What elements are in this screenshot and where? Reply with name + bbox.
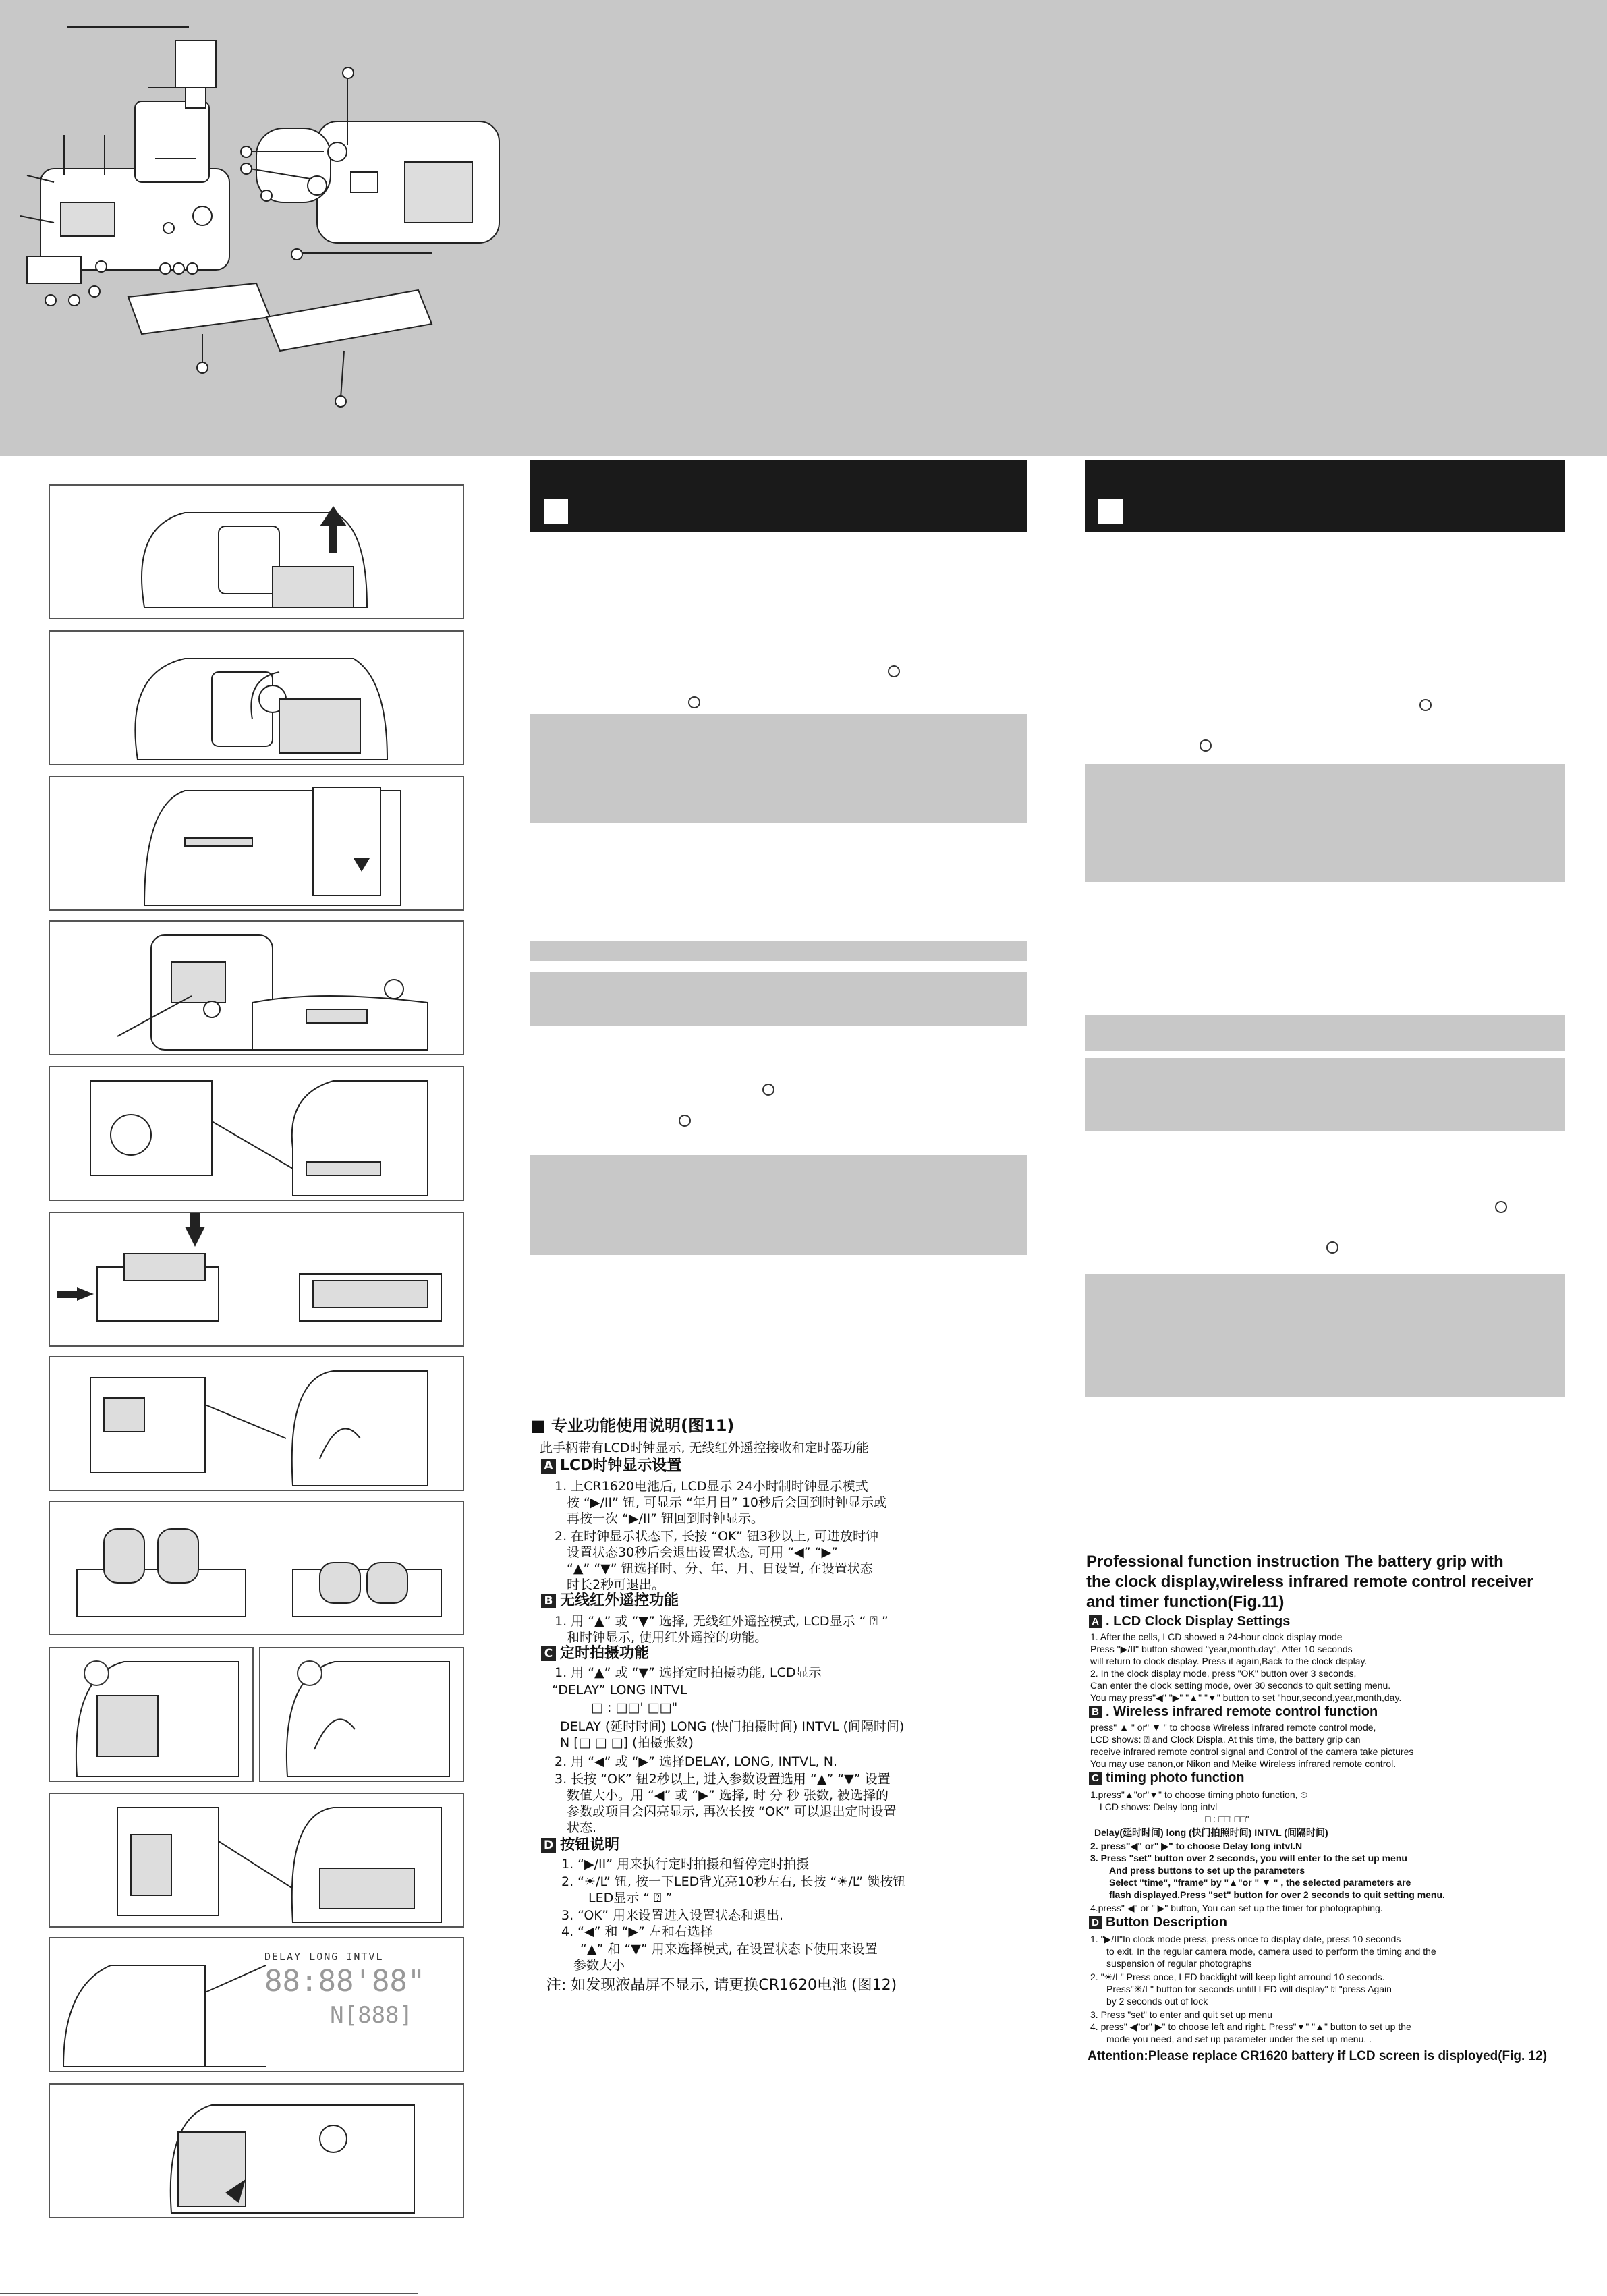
en-section-a-heading <box>1089 1615 1290 1628</box>
en-c-line: □ : □□' □□" <box>1205 1814 1249 1824</box>
zh-c-line: 状态. <box>567 1820 597 1835</box>
en-c-line: 1.press"▲"or"▼" to choose timing photo function, ⏲ <box>1090 1789 1308 1800</box>
figure-7 <box>49 1356 464 1491</box>
en-d-line: by 2 seconds out of lock <box>1106 1996 1208 2007</box>
zh-d-line: 2. “☀/L” 钮, 按一下LED背光亮10秒左右, 长按 “☀/L” 锁按钮 <box>561 1874 906 1889</box>
en-c-line: Delay(延时时间) long (快门拍照时间) INTVL (间隔时间) <box>1094 1827 1328 1838</box>
en-c-line: 4.press" ◀" or " ▶" button, You can set up the timer for photographing. <box>1090 1903 1383 1913</box>
en-ref-mark <box>1419 699 1432 711</box>
en-header-square <box>1098 499 1123 524</box>
figure-2 <box>49 630 464 765</box>
figure-9b <box>259 1647 464 1782</box>
zh-note-panel <box>530 1155 1027 1255</box>
en-attention: Attention:Please replace CR1620 battery if LCD screen is disployed(Fig. 12) <box>1088 2049 1548 2063</box>
zh-a-line: 按 “▶/II” 钮, 可显示 “年月日” 10秒后会回到时钟显示或 <box>567 1495 887 1510</box>
en-a-line: 1. After the cells, LCD showed a 24-hour clock display mode <box>1090 1631 1343 1642</box>
zh-a-line: 2. 在时钟显示状态下, 长按 “OK” 钮3秒以上, 可进放时钟 <box>555 1529 879 1544</box>
en-note-panel <box>1085 1274 1565 1397</box>
lcd-display <box>264 1951 426 2065</box>
zh-title: ■ 专业功能使用说明(图11) <box>530 1416 735 1435</box>
zh-heading-b-text: 无线红外遥控功能 <box>560 1592 679 1609</box>
en-title-line: and timer function(Fig.11) <box>1086 1593 1285 1611</box>
en-c-line: LCD shows: Delay long intvl <box>1100 1801 1218 1812</box>
en-section-header <box>1085 460 1565 532</box>
zh-section-a-heading <box>541 1457 681 1475</box>
en-ref-mark <box>1326 1241 1338 1254</box>
figure-8 <box>49 1501 464 1635</box>
zh-note-panel <box>530 714 1027 823</box>
en-c-line: And press buttons to set up the parameters <box>1109 1865 1305 1876</box>
en-a-line: 2. In the clock display mode, press "OK" button over 3 seconds, <box>1090 1668 1357 1679</box>
en-note-panel <box>1085 1058 1565 1131</box>
zh-ref-mark <box>762 1084 774 1096</box>
zh-d-line: 4. “◀” 和 “▶” 左和右选择 <box>561 1924 713 1939</box>
en-a-line: Press "▶/II" button showed "year,month.day", After 10 seconds <box>1090 1644 1353 1654</box>
en-a-line: You may press"◀" "▶" "▲" "▼" button to set "hour,second,year,month,day. <box>1090 1692 1402 1703</box>
en-d-line: Press"☀/L" button for seconds untill LED will display" ⍰ "press Again <box>1106 1984 1392 1994</box>
en-heading-d-text: Button Description <box>1106 1914 1227 1930</box>
zh-c-line: “DELAY” LONG INTVL <box>552 1683 687 1698</box>
zh-ref-mark <box>679 1115 691 1127</box>
zh-a-line: 1. 上CR1620电池后, LCD显示 24小时制时钟显示模式 <box>555 1479 868 1494</box>
zh-section-header <box>530 460 1027 532</box>
grip-front-view <box>20 27 229 283</box>
figure-12 <box>49 2083 464 2218</box>
en-badge-d: D <box>1089 1916 1102 1929</box>
en-title-line: Professional function instruction The battery grip with <box>1086 1552 1504 1571</box>
zh-heading-a-text: LCD时钟显示设置 <box>560 1457 682 1474</box>
lcd-count: N[888] <box>330 2002 413 2029</box>
zh-badge-b: B <box>541 1594 556 1608</box>
zh-a-line: 设置状态30秒后会退出设置状态, 可用 “◀” “▶” <box>567 1545 838 1560</box>
en-heading-a-text: . LCD Clock Display Settings <box>1106 1613 1291 1629</box>
en-c-line: 2. press"◀" or" ▶" to choose Delay long intvl.N <box>1090 1841 1303 1851</box>
en-c-line: flash displayed.Press "set" button for over 2 seconds to quit setting menu. <box>1109 1889 1445 1900</box>
en-divider-bar <box>1085 1015 1565 1051</box>
zh-c-line: 数值大小。用 “◀” 或 “▶” 选择, 时 分 秒 张数, 被选择的 <box>567 1788 889 1803</box>
en-section-d-heading <box>1089 1916 1227 1929</box>
en-c-line: Select "time", "frame" by "▲"or " ▼ " , the selected parameters are <box>1109 1877 1411 1888</box>
en-b-line: receive infrared remote control signal and Control of the camera take pictures <box>1090 1746 1414 1757</box>
en-note-panel <box>1085 764 1565 882</box>
zh-ref-mark <box>888 665 900 677</box>
en-a-line: Can enter the clock setting mode, over 30 seconds to quit setting menu. <box>1090 1680 1391 1691</box>
en-b-line: press" ▲ " or" ▼ " to choose Wireless infrared remote control mode, <box>1090 1722 1376 1733</box>
figure-3 <box>49 776 464 911</box>
figure-6 <box>49 1212 464 1347</box>
en-d-line: 3. Press "set" to enter and quit set up menu <box>1090 2009 1272 2020</box>
zh-heading-d-text: 按钮说明 <box>560 1837 620 1853</box>
en-d-line: suspension of regular photographs <box>1106 1958 1252 1969</box>
battery-grip-parts-diagram <box>0 0 1607 456</box>
en-section-c-heading <box>1089 1772 1245 1785</box>
zh-section-d-heading <box>541 1837 619 1854</box>
zh-section-c-heading <box>541 1645 649 1662</box>
zh-intro: 此手柄带有LCD时钟显示, 无线红外遥控接收和定时器功能 <box>540 1440 869 1455</box>
zh-header-square <box>544 499 568 524</box>
zh-d-line: 参数大小 <box>573 1958 625 1973</box>
zh-a-line: 再按一次 “▶/II” 钮回到时钟显示。 <box>567 1511 764 1526</box>
battery-trays <box>128 283 432 398</box>
zh-badge-a: A <box>541 1459 556 1474</box>
figure-1 <box>49 484 464 619</box>
en-heading-c-text: timing photo function <box>1106 1770 1245 1785</box>
zh-ref-mark <box>688 696 700 708</box>
en-section-b-heading <box>1089 1706 1378 1718</box>
en-d-line: 1. "▶/II"In clock mode press, press once to display date, press 10 seconds <box>1090 1934 1401 1944</box>
en-a-line: will return to clock display. Press it again,Back to the clock display. <box>1090 1656 1368 1667</box>
zh-section-b-heading <box>541 1592 679 1610</box>
en-b-line: LCD shows: ⍰ and Clock Displa. At this time, the battery grip can <box>1090 1734 1361 1745</box>
zh-b-line: 和时钟显示, 使用红外遥控的功能。 <box>567 1630 768 1645</box>
figure-9a-label <box>84 1660 109 1686</box>
zh-a-line: “▲” “▼” 钮选择时、分、年、月、日设置, 在设置状态 <box>567 1561 873 1576</box>
en-d-line: 4. press" ◀"or" ▶" to choose left and right. Press"▼" "▲" button to set up the <box>1090 2021 1411 2032</box>
en-ref-mark <box>1200 739 1212 752</box>
zh-badge-c: C <box>541 1646 556 1661</box>
figure-9b-label <box>297 1660 322 1686</box>
en-b-line: You may use canon,or Nikon and Meike Wireless infrared remote control. <box>1090 1758 1397 1769</box>
zh-c-line: 参数或项目会闪亮显示, 再次长按 “OK” 可以退出定时设置 <box>567 1804 897 1819</box>
figure-5 <box>49 1066 464 1201</box>
zh-divider-bar <box>530 941 1027 961</box>
en-d-line: 2. "☀/L" Press once, LED backlight will keep light arround 10 seconds. <box>1090 1971 1385 1982</box>
lcd-digits: 88:88'88" <box>264 1964 426 1998</box>
en-heading-b-text: . Wireless infrared remote control function <box>1106 1704 1378 1719</box>
zh-d-line: LED显示 “ ⍰ ” <box>588 1891 673 1905</box>
zh-c-line: N [□ □ □] (拍摄张数) <box>560 1735 694 1750</box>
figure-10 <box>49 1793 464 1928</box>
zh-c-line: □ : □□' □□" <box>591 1700 678 1715</box>
en-title-line: the clock display,wireless infrared remote control receiver <box>1086 1573 1533 1591</box>
product-diagram-band <box>0 0 1607 456</box>
zh-d-line: 3. “OK” 用来设置进入设置状态和退出. <box>561 1908 784 1923</box>
zh-c-line: DELAY (延时时间) LONG (快门拍摄时间) INTVL (间隔时间) <box>560 1719 905 1734</box>
en-badge-c: C <box>1089 1772 1102 1785</box>
zh-heading-c-text: 定时拍摄功能 <box>560 1645 650 1662</box>
en-c-line: 3. Press "set" button over 2 seconds, you will enter to the set up menu <box>1090 1853 1407 1864</box>
bottom-rule <box>0 2293 418 2294</box>
zh-c-line: 3. 长按 “OK” 钮2秒以上, 进入参数设置选用 “▲” “▼” 设置 <box>555 1772 891 1787</box>
zh-note: 注: 如发现液晶屏不显示, 请更换CR1620电池 (图12) <box>546 1977 897 1994</box>
zh-badge-d: D <box>541 1838 556 1853</box>
zh-c-line: 2. 用 “◀” 或 “▶” 选择DELAY, LONG, INTVL, N. <box>555 1754 838 1769</box>
en-badge-b: B <box>1089 1706 1102 1718</box>
zh-d-line: 1. “▶/II” 用来执行定时拍摄和暂停定时拍摄 <box>561 1857 810 1872</box>
grip-rear-view <box>250 71 499 253</box>
en-d-line: mode you need, and set up parameter under the set up menu. . <box>1106 2034 1372 2044</box>
en-ref-mark <box>1495 1201 1507 1213</box>
zh-note-panel <box>530 972 1027 1026</box>
zh-b-line: 1. 用 “▲” 或 “▼” 选择, 无线红外遥控模式, LCD显示 “ ⍰ ” <box>555 1614 889 1629</box>
en-badge-a: A <box>1089 1615 1102 1628</box>
en-d-line: to exit. In the regular camera mode, camera used to perform the timing and the <box>1106 1946 1436 1957</box>
zh-c-line: 1. 用 “▲” 或 “▼” 选择定时拍摄功能, LCD显示 <box>555 1665 822 1680</box>
zh-d-line: “▲” 和 “▼” 用来选择模式, 在设置状态下使用来设置 <box>580 1942 878 1957</box>
lcd-mode-labels: DELAY LONG INTVL <box>264 1951 384 1963</box>
figure-4 <box>49 920 464 1055</box>
figure-9a <box>49 1647 254 1782</box>
zh-a-line: 时长2秒可退出。 <box>567 1577 665 1592</box>
